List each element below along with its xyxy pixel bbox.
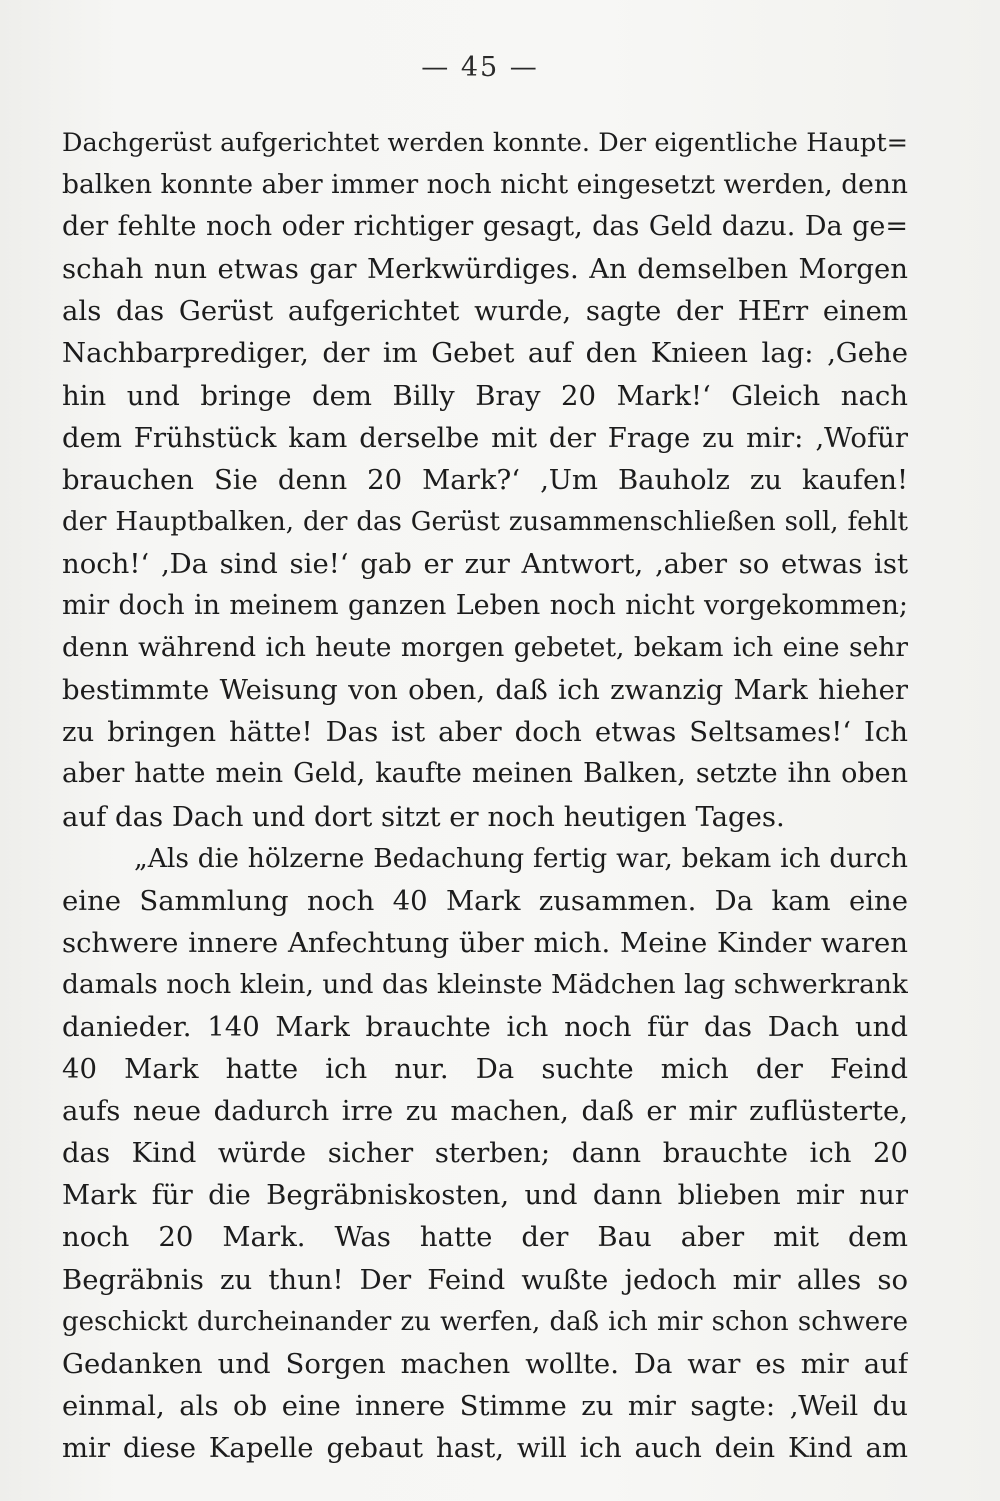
text-line: aufs neue dadurch irre zu machen, daß er mir zuflüsterte,	[62, 1095, 908, 1128]
text-line: damals noch klein, und das kleinste Mädchen lag schwerkrank	[62, 968, 908, 1000]
text-line: Mark für die Begräbniskosten, und dann blieben mir nur	[62, 1179, 908, 1212]
text-line: aber hatte mein Geld, kaufte meinen Balken, setzte ihn oben	[62, 758, 908, 790]
text-line: schwere innere Anfechtung über mich. Meine Kinder waren	[62, 926, 908, 959]
text-line: balken konnte aber immer noch nicht eingesetzt werden, denn	[62, 169, 908, 201]
body-text	[62, 122, 908, 1469]
text-line: Gedanken und Sorgen machen wollte. Da war es mir auf	[62, 1347, 908, 1380]
text-line: brauchen Sie denn 20 Mark?‘ ‚Um Bauholz zu kaufen!	[62, 463, 908, 496]
text-line: der fehlte noch oder richtiger gesagt, das Geld dazu. Da ge=	[62, 211, 908, 243]
text-line: Dachgerüst aufgerichtet werden konnte. Der eigentliche Haupt=	[62, 128, 908, 158]
text-line: bestimmte Weisung von oben, daß ich zwanzig Mark hieher	[62, 674, 908, 707]
text-line: mir doch in meinem ganzen Leben noch nicht vorgekommen;	[62, 590, 908, 622]
text-line: dem Frühstück kam derselbe mit der Frage zu mir: ‚Wofür	[62, 421, 908, 454]
text-line: geschickt durcheinander zu werfen, daß ich mir schon schwere	[62, 1306, 908, 1337]
text-line: noch 20 Mark. Was hatte der Bau aber mit dem	[62, 1221, 908, 1254]
text-line: 40 Mark hatte ich nur. Da suchte mich der Feind	[62, 1053, 908, 1086]
text-line: als das Gerüst aufgerichtet wurde, sagte der HErr einem	[62, 295, 908, 328]
text-line: auf das Dach und dort sitzt er noch heutigen Tages.	[62, 800, 785, 833]
text-line: Nachbarprediger, der im Gebet auf den Knieen lag: ‚Gehe	[62, 337, 908, 370]
text-line: hin und bringe dem Billy Bray 20 Mark!‘ Gleich nach	[62, 379, 908, 412]
text-line: schah nun etwas gar Merkwürdiges. An demselben Morgen	[62, 253, 908, 286]
text-line: mir diese Kapelle gebaut hast, will ich auch dein Kind am	[62, 1431, 908, 1464]
text-line: zu bringen hätte! Das ist aber doch etwas Seltsames!‘ Ich	[62, 716, 908, 749]
text-line: einmal, als ob eine innere Stimme zu mir sagte: ‚Weil du	[62, 1389, 908, 1422]
text-line: noch!‘ ‚Da sind sie!‘ gab er zur Antwort, ‚aber so etwas ist	[62, 547, 908, 580]
text-line: „Als die hölzerne Bedachung fertig war, bekam ich durch	[134, 842, 908, 874]
text-line: das Kind würde sicher sterben; dann brauchte ich 20	[62, 1137, 908, 1170]
page-number: — 45 —	[421, 52, 539, 83]
text-line: der Hauptbalken, der das Gerüst zusammenschließen soll, fehlt	[62, 506, 908, 537]
text-line: Begräbnis zu thun! Der Feind wußte jedoch mir alles so	[62, 1263, 908, 1296]
text-line: denn während ich heute morgen gebetet, bekam ich eine sehr	[62, 632, 908, 664]
text-line: danieder. 140 Mark brauchte ich noch für das Dach und	[62, 1010, 908, 1043]
text-line: eine Sammlung noch 40 Mark zusammen. Da kam eine	[62, 884, 908, 917]
